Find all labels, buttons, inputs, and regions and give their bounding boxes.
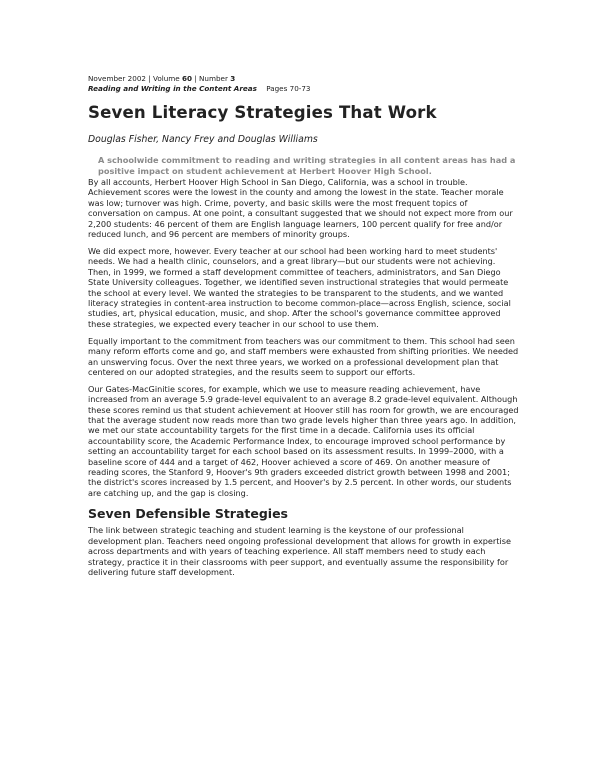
body-paragraph: Our Gates-MacGinitie scores, for example, which we use to measure reading achievement, have increased from an average 5.9 grade-level equivalent to an average 8.2 grade-level equivalent. Although these scores remind us that student achievement at Hoover still has room for growth, we are encouraged that the average student now reads more than two grade levels higher than three years ago. In addition, we met our state accountability targets for the first time in a decade. California uses its official accountability score, the Academic Performance Index, to encourage improved school performance by setting an accountability target for each school based on its assessment results. In 1999–2000, with a baseline score of 444 and a target of 462, Hoover achieved a score of 469. On another measure of reading scores, the Stanford 9, Hoover's 9th graders exceeded district growth between 1998 and 2001; the district's scores increased by 1.5 percent, and Hoover's by 2.5 percent. In other words, our students are catching up, and the gap is closing. (88, 383, 519, 498)
separator: | (194, 74, 197, 83)
article-page (88, 74, 520, 577)
issue-line (88, 74, 520, 83)
body-paragraph: We did expect more, however. Every teacher at our school had been working hard to meet students' needs. We had a health clinic, counselors, and a great library—but our students were not achieving. Then, in 1999, we formed a staff development committee of teachers, administrators, and San Diego State University colleagues. Together, we identified seven instructional strategies that would permeate the school at every level. We wanted the strategies to be transparent to the students, and we wanted literacy strategies in content-area instruction to become common-place—across English, science, social studies, art, physical education, music, and shop. After the school's governance committee approved these strategies, we expected every teacher in our school to use them. (88, 245, 511, 329)
volume-number: 60 (182, 74, 193, 83)
page-range: Pages 70-73 (266, 84, 311, 93)
journal-title: Reading and Writing in the Content Areas (88, 84, 257, 93)
section-heading: Seven Defensible Strategies (88, 506, 288, 522)
section-paragraph: The link between strategic teaching and student learning is the keystone of our professional development plan. Teachers need ongoing professional development that allows for growth in expertise across departments and with years of teaching experience. All staff members need to study each strategy, practice it in their classrooms with peer support, and eventually assume the responsibility for delivering future staff development. (88, 525, 511, 577)
journal-line (88, 84, 520, 93)
body-paragraph: Equally important to the commitment from teachers was our commitment to them. This school had seen many reform efforts come and go, and staff members were exhausted from shifting priorities. We needed an unswerving focus. Over the next three years, we worked on a professional development plan that centered on our adopted strategies, and the results seem to support our efforts. (88, 335, 519, 377)
article-authors: Douglas Fisher, Nancy Frey and Douglas Williams (88, 134, 318, 145)
separator: | (148, 74, 151, 83)
volume-label: Volume (152, 74, 180, 83)
body-paragraph: By all accounts, Herbert Hoover High School in San Diego, California, was a school in trouble. Achievement scores were the lowest in the county and among the lowest in the state. Teacher morale was low; turnover was high. Crime, poverty, and basic skills were the most frequent topics of conversation on campus. At one point, a consultant suggested that we should not expect more from our 2,200 students: 46 percent of them are English language learners, 100 percent qualify for free and/or reduced lunch, and 96 percent are members of minority groups. (88, 177, 513, 240)
article-deck: A schoolwide commitment to reading and writing strategies in all content areas has had a positive impact on student achievement at Herbert Hoover High School. (98, 155, 516, 176)
issue-date: November 2002 (88, 74, 146, 83)
issue-number: 3 (230, 74, 236, 83)
number-label: Number (199, 74, 228, 83)
article-title: Seven Literacy Strategies That Work (88, 103, 437, 122)
